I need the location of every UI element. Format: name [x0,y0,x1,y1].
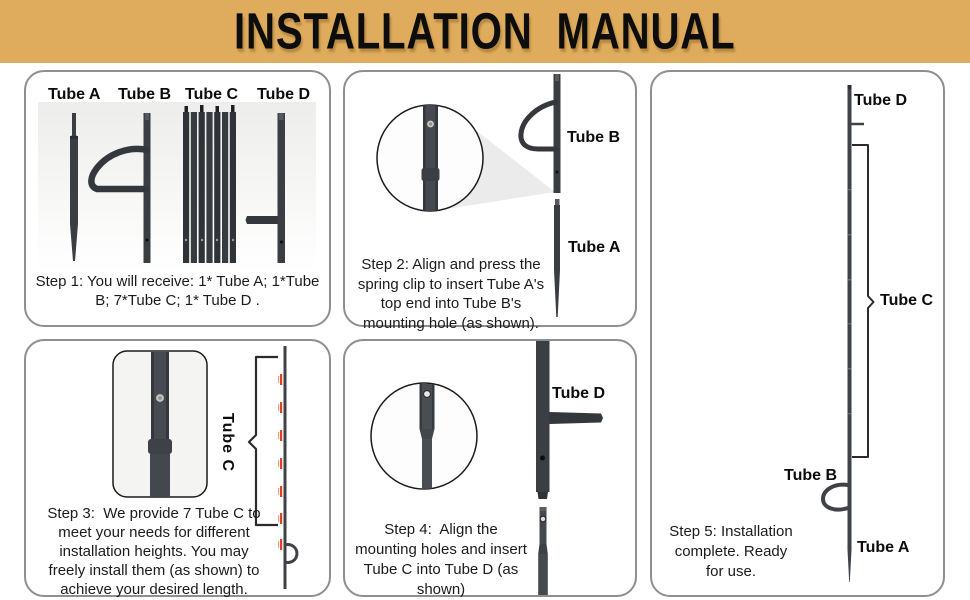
step4-caption-line: Tube C into Tube D (as [363,561,519,578]
step3-caption-line: achieve your desired length. [60,581,248,598]
tube-c-label: Tube C [185,86,239,103]
step2-caption-line: mounting hole (as shown). [363,314,539,332]
step3-caption [28,504,280,599]
step5-caption-line: complete. Ready [674,543,788,560]
step4-caption-line: mounting holes and insert [355,541,527,558]
tube-c-bundle-photo [183,105,236,263]
panel-step1 [24,70,331,327]
step2-caption [345,255,557,333]
step5-caption-line: Step 5: Installation [669,523,793,540]
tube-b-hook-small [285,545,297,563]
step5-diagram [652,72,943,595]
step3-caption-line: meet your needs for different [58,524,250,541]
tube-c-label: Tube C [219,413,236,473]
step2-caption-line: Step 2: Align and press the [361,256,541,273]
step4-caption [345,520,537,600]
step3-caption-line: freely install them (as shown) to [48,562,260,579]
tube-a-label: Tube A [48,86,101,103]
tube-b-label: Tube B [567,129,621,146]
tube-c-bracket [852,145,874,457]
panel-step2 [343,70,637,332]
tube-c-brace [249,357,278,525]
tube-d-label: Tube D [552,385,606,402]
panel-step3 [24,339,331,597]
photo-backdrop [38,102,316,272]
step2-caption-line: spring clip to insert Tube A's [357,275,545,293]
step1-caption-line: Step 1: You will receive: 1* Tube A; 1*Tube [35,273,320,290]
panel-step5 [650,70,945,597]
tube-b-hook [823,485,848,510]
assembled-pole [823,85,864,582]
tube-a-label: Tube A [857,539,910,556]
step4-caption-line: Step 4: Align the [384,521,498,538]
step5-caption [656,522,806,582]
tube-b-label: Tube B [784,467,838,484]
tube-d-diagram [536,341,606,499]
step3-caption-line: Step 3: We provide 7 Tube C to [47,505,261,522]
spring-clip-detail [422,104,440,214]
tube-d-label: Tube D [854,92,908,109]
pole-diagram [285,346,297,589]
tube-b-label: Tube B [118,86,172,103]
step5-caption-line: for use. [705,563,757,580]
tube-c-label: Tube C [880,292,934,309]
step1-caption [30,273,325,310]
tube-a-label: Tube A [568,239,621,256]
tube-d-label: Tube D [257,86,311,103]
panel-step4 [343,339,637,597]
step3-caption-line: installation heights. You may [59,543,249,560]
header-banner [0,0,970,63]
step1-caption-line: B; 7*Tube C; 1* Tube D . [95,291,260,309]
step2-caption-line: top end into Tube B's [380,295,522,312]
joint-clip-detail [148,352,172,497]
step4-caption-line: shown) [416,581,466,598]
tube-c-diagram [538,507,548,595]
page-title: INSTALLATION MANUAL [234,3,736,60]
